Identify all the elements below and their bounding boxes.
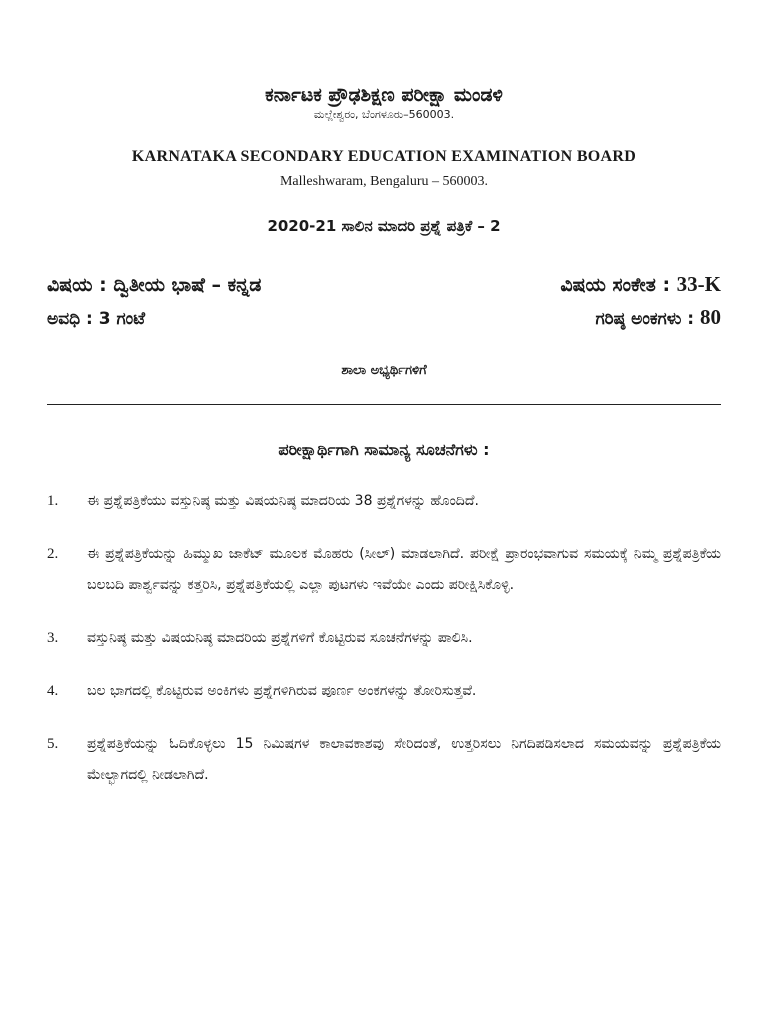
to-students-heading: ಶಾಲಾ ಅಭ್ಯರ್ಥಿಗಳಿಗೆ bbox=[341, 363, 427, 378]
instruction-item bbox=[47, 539, 721, 601]
divider bbox=[47, 404, 721, 405]
instruction-number: 2. bbox=[47, 546, 59, 562]
duration-label: ಅವಧಿ : 3 ಗಂಟೆ bbox=[47, 309, 146, 329]
max-marks-group bbox=[595, 305, 721, 330]
subject-code-group bbox=[560, 272, 721, 297]
instruction-number: 5. bbox=[47, 736, 59, 752]
subject-code-label: ವಿಷಯ ಸಂಕೇತ : bbox=[560, 274, 677, 296]
subject-row bbox=[47, 272, 721, 297]
max-marks: 80 bbox=[700, 305, 721, 329]
subject-label: ವಿಷಯ : ದ್ವಿತೀಯ ಭಾಷೆ – ಕನ್ನಡ bbox=[47, 274, 262, 296]
instruction-item bbox=[47, 729, 721, 791]
instruction-number: 4. bbox=[47, 683, 59, 699]
instruction-text: ಈ ಪ್ರಶ್ನೆಪತ್ರಿಕೆಯು ವಸ್ತುನಿಷ್ಠ ಮತ್ತು ವಿಷಯನಿಷ್ಠ ಮಾದರಿಯ 38 ಪ್ರಶ್ನೆಗಳನ್ನು ಹೊಂದಿದೆ. bbox=[87, 493, 479, 509]
english-board-name: KARNATAKA SECONDARY EDUCATION EXAMINATION BOARD bbox=[131, 148, 637, 165]
duration-row bbox=[47, 305, 721, 330]
subject-code: 33-K bbox=[676, 272, 721, 296]
instruction-text: ಈ ಪ್ರಶ್ನೆಪತ್ರಿಕೆಯನ್ನು ಹಿಮ್ಮುಖ ಜಾಕೆಟ್ ಮೂಲಕ ಮೊಹರು (ಸೀಲ್) ಮಾಡಲಾಗಿದೆ. ಪರೀಕ್ಷೆ ಪ್ರಾರಂಭವಾಗುವ ಸಮಯಕ್ಕೆ ನಿಮ್ಮ ಪ್ರಶ್ನೆಪತ್ರಿಕೆಯ ಬಲಬದಿ ಪಾರ್ಶ್ವವನ್ನು ಕತ್ತರಿಸಿ, ಪ್ರಶ್ನೆಪತ್ರಿಕೆಯಲ್ಲಿ ಎಲ್ಲಾ ಪುಟಗಳು ಇವೆಯೇ ಎಂದು ಪರೀಕ್ಷಿಸಿಕೊಳ್ಳಿ. bbox=[87, 546, 721, 593]
instruction-text: ವಸ್ತುನಿಷ್ಠ ಮತ್ತು ವಿಷಯನಿಷ್ಠ ಮಾದರಿಯ ಪ್ರಶ್ನೆಗಳಿಗೆ ಕೊಟ್ಟಿರುವ ಸೂಚನೆಗಳನ್ನು ಪಾಲಿಸಿ. bbox=[87, 630, 473, 646]
instruction-text: ಬಲ ಭಾಗದಲ್ಲಿ ಕೊಟ್ಟಿರುವ ಅಂಕಿಗಳು ಪ್ರಶ್ನೆಗಳಿಗಿರುವ ಪೂರ್ಣ ಅಂಕಗಳನ್ನು ತೋರಿಸುತ್ತವೆ. bbox=[87, 683, 477, 699]
max-marks-label: ಗರಿಷ್ಠ ಅಂಕಗಳು : bbox=[595, 309, 700, 329]
kannada-board-name: ಕರ್ನಾಟಕ ಪ್ರೌಢಶಿಕ್ಷಣ ಪರೀಕ್ಷಾ ಮಂಡಳಿ bbox=[265, 84, 503, 106]
instruction-number: 3. bbox=[47, 630, 59, 646]
paper-title: 2020-21 ಸಾಲಿನ ಮಾದರಿ ಪ್ರಶ್ನೆ ಪತ್ರಿಕೆ – 2 bbox=[267, 217, 501, 235]
instruction-number: 1. bbox=[47, 493, 59, 509]
instruction-item bbox=[47, 486, 721, 517]
instruction-text: ಪ್ರಶ್ನೆಪತ್ರಿಕೆಯನ್ನು ಓದಿಕೊಳ್ಳಲು 15 ನಿಮಿಷಗಳ ಕಾಲಾವಕಾಶವು ಸೇರಿದಂತೆ, ಉತ್ತರಿಸಲು ನಿಗದಿಪಡಿಸಲಾದ ಸಮಯವನ್ನು ಪ್ರಶ್ನೆಪತ್ರಿಕೆಯ ಮೇಲ್ಭಾಗದಲ್ಲಿ ನೀಡಲಾಗಿದೆ. bbox=[87, 736, 721, 783]
english-board-address: Malleshwaram, Bengaluru – 560003. bbox=[279, 174, 488, 189]
instruction-item bbox=[47, 623, 721, 654]
instructions-list bbox=[47, 486, 721, 813]
instruction-item bbox=[47, 676, 721, 707]
instructions-heading: ಪರೀಕ್ಷಾರ್ಥಿಗಾಗಿ ಸಾಮಾನ್ಯ ಸೂಚನೆಗಳು : bbox=[278, 440, 490, 459]
kannada-board-address: ಮಲ್ಲೇಶ್ವರಂ, ಬೆಂಗಳೂರು–560003. bbox=[313, 108, 455, 121]
